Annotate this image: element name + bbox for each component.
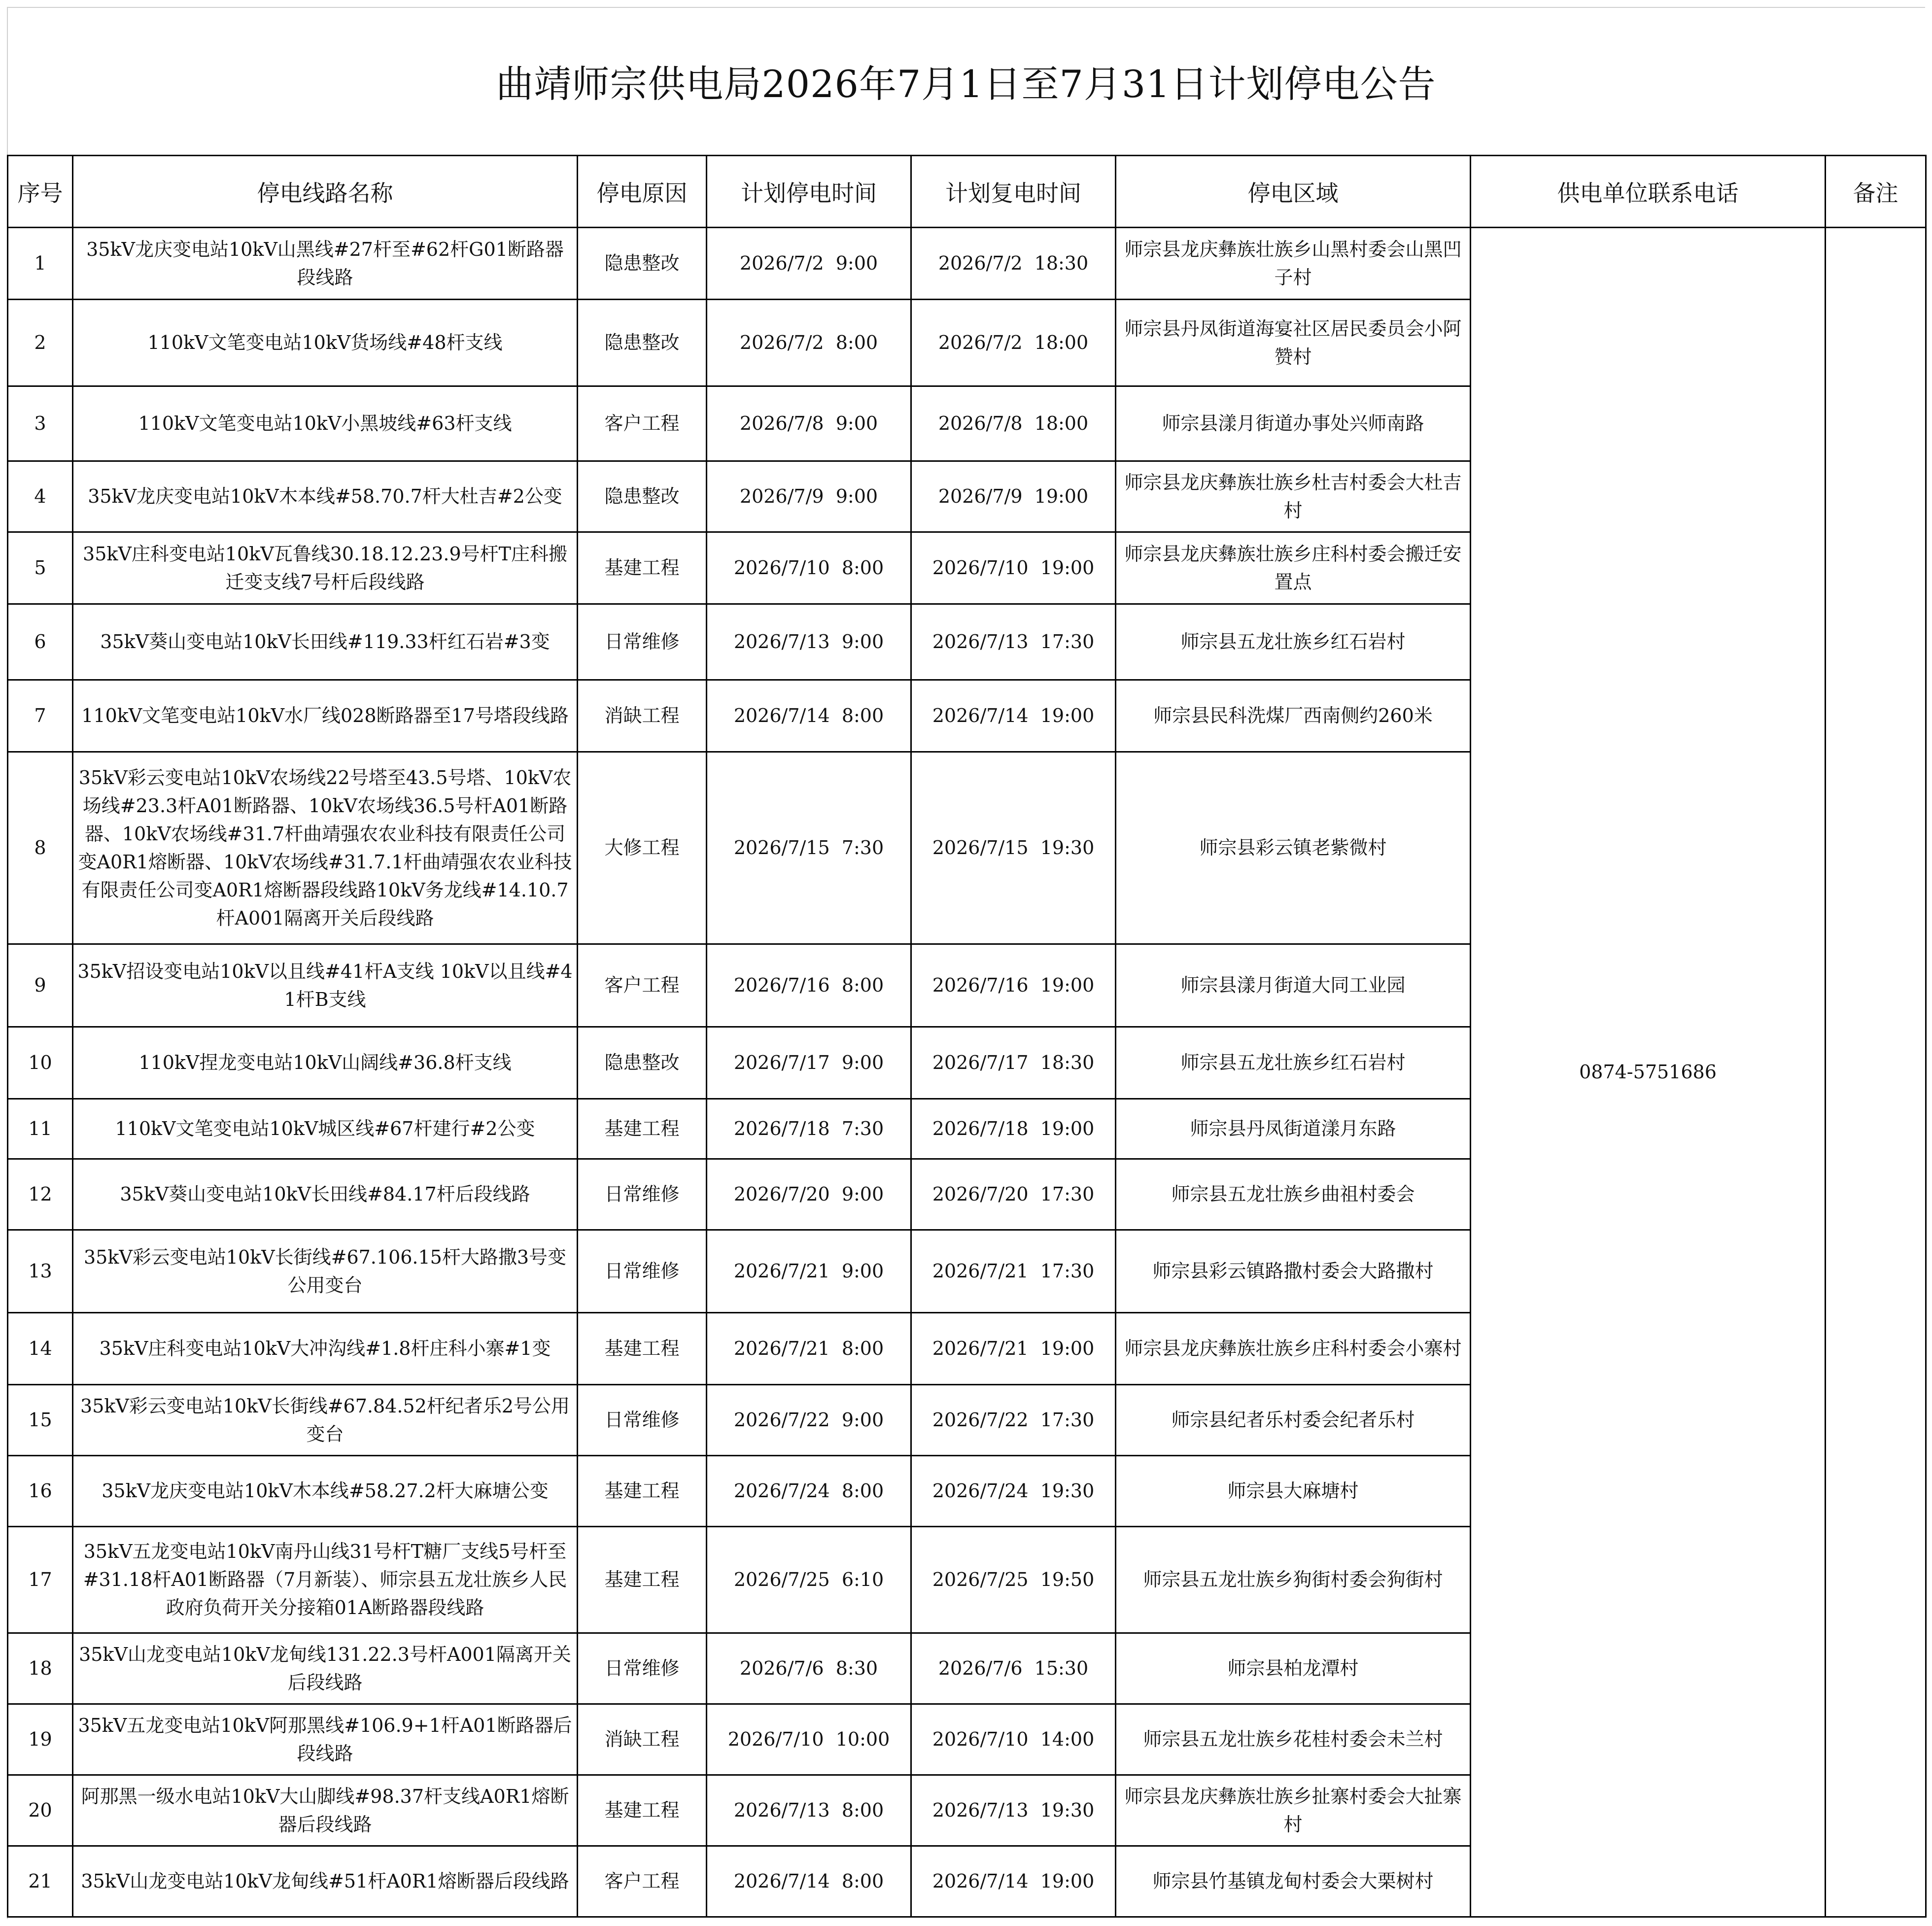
cell-area: 师宗县龙庆彝族壮族乡庄科村委会小寨村	[1116, 1313, 1471, 1385]
cell-outage-time: 2026/7/25 6:10	[707, 1527, 911, 1633]
cell-line-name: 35kV龙庆变电站10kV木本线#58.27.2杆大麻塘公变	[73, 1456, 578, 1527]
cell-reason: 客户工程	[578, 944, 707, 1027]
cell-line-name: 35kV彩云变电站10kV农场线22号塔至43.5号塔、10kV农场线#23.3杆A01断路器、10kV农场线36.5号杆A01断路器、10kV农场线#31.7杆曲靖强农农业科技有限责任公司变A0R1熔断器、10kV农场线#31.7.1杆曲靖强农农业科技有限责任公司变A0R1熔断器段线路10kV务龙线#14.10.7杆A001隔离开关后段线路	[73, 752, 578, 944]
cell-no: 4	[8, 461, 73, 532]
cell-reason: 基建工程	[578, 1775, 707, 1846]
cell-area: 师宗县丹凤街道漾月东路	[1116, 1099, 1471, 1159]
cell-line-name: 阿那黑一级水电站10kV大山脚线#98.37杆支线A0R1熔断器后段线路	[73, 1775, 578, 1846]
cell-no: 1	[8, 228, 73, 300]
cell-restore-time: 2026/7/10 19:00	[911, 532, 1116, 604]
cell-reason: 客户工程	[578, 386, 707, 461]
cell-no: 13	[8, 1230, 73, 1313]
cell-line-name: 35kV葵山变电站10kV长田线#119.33杆红石岩#3变	[73, 604, 578, 680]
cell-no: 3	[8, 386, 73, 461]
cell-reason: 日常维修	[578, 604, 707, 680]
cell-outage-time: 2026/7/14 8:00	[707, 680, 911, 752]
cell-line-name: 35kV龙庆变电站10kV木本线#58.70.7杆大杜吉#2公变	[73, 461, 578, 532]
cell-restore-time: 2026/7/9 19:00	[911, 461, 1116, 532]
cell-restore-time: 2026/7/2 18:30	[911, 228, 1116, 300]
cell-outage-time: 2026/7/2 9:00	[707, 228, 911, 300]
cell-restore-time: 2026/7/13 17:30	[911, 604, 1116, 680]
cell-outage-time: 2026/7/10 8:00	[707, 532, 911, 604]
cell-reason: 客户工程	[578, 1846, 707, 1917]
cell-outage-time: 2026/7/8 9:00	[707, 386, 911, 461]
cell-no: 18	[8, 1633, 73, 1704]
cell-restore-time: 2026/7/24 19:30	[911, 1456, 1116, 1527]
cell-reason: 日常维修	[578, 1159, 707, 1230]
cell-reason: 大修工程	[578, 752, 707, 944]
cell-area: 师宗县五龙壮族乡花桂村委会未兰村	[1116, 1704, 1471, 1775]
cell-line-name: 110kV文笔变电站10kV货场线#48杆支线	[73, 300, 578, 386]
cell-area: 师宗县丹凤街道海宴社区居民委员会小阿赞村	[1116, 300, 1471, 386]
cell-restore-time: 2026/7/2 18:00	[911, 300, 1116, 386]
cell-restore-time: 2026/7/16 19:00	[911, 944, 1116, 1027]
cell-outage-time: 2026/7/14 8:00	[707, 1846, 911, 1917]
cell-line-name: 35kV五龙变电站10kV南丹山线31号杆T糖厂支线5号杆至#31.18杆A01断路器（7月新装）、师宗县五龙壮族乡人民政府负荷开关分接箱01A断路器段线路	[73, 1527, 578, 1633]
cell-restore-time: 2026/7/14 19:00	[911, 680, 1116, 752]
cell-line-name: 35kV山龙变电站10kV龙甸线#51杆A0R1熔断器后段线路	[73, 1846, 578, 1917]
cell-outage-time: 2026/7/15 7:30	[707, 752, 911, 944]
cell-line-name: 35kV彩云变电站10kV长街线#67.106.15杆大路撒3号变公用变台	[73, 1230, 578, 1313]
cell-reason: 日常维修	[578, 1633, 707, 1704]
cell-reason: 基建工程	[578, 1099, 707, 1159]
cell-no: 9	[8, 944, 73, 1027]
cell-line-name: 35kV山龙变电站10kV龙甸线131.22.3号杆A001隔离开关后段线路	[73, 1633, 578, 1704]
header-outage-time: 计划停电时间	[707, 156, 911, 228]
cell-area: 师宗县五龙壮族乡红石岩村	[1116, 604, 1471, 680]
cell-no: 7	[8, 680, 73, 752]
header-row	[8, 156, 1926, 228]
page-title: 曲靖师宗供电局2026年7月1日至7月31日计划停电公告	[496, 62, 1436, 106]
cell-line-name: 35kV彩云变电站10kV长街线#67.84.52杆纪者乐2号公用变台	[73, 1385, 578, 1456]
cell-line-name: 35kV庄科变电站10kV大冲沟线#1.8杆庄科小寨#1变	[73, 1313, 578, 1385]
cell-line-name: 35kV五龙变电站10kV阿那黑线#106.9+1杆A01断路器后段线路	[73, 1704, 578, 1775]
cell-area: 师宗县漾月街道大同工业园	[1116, 944, 1471, 1027]
cell-reason: 隐患整改	[578, 300, 707, 386]
cell-line-name: 110kV文笔变电站10kV城区线#67杆建行#2公变	[73, 1099, 578, 1159]
cell-no: 14	[8, 1313, 73, 1385]
cell-phone: 0874-5751686	[1471, 228, 1826, 1917]
header-restore-time: 计划复电时间	[911, 156, 1116, 228]
cell-outage-time: 2026/7/10 10:00	[707, 1704, 911, 1775]
cell-reason: 隐患整改	[578, 1027, 707, 1099]
cell-reason: 基建工程	[578, 1313, 707, 1385]
cell-area: 师宗县竹基镇龙甸村委会大栗树村	[1116, 1846, 1471, 1917]
cell-no: 5	[8, 532, 73, 604]
cell-outage-time: 2026/7/9 9:00	[707, 461, 911, 532]
header-remark: 备注	[1826, 156, 1926, 228]
cell-area: 师宗县彩云镇路撒村委会大路撒村	[1116, 1230, 1471, 1313]
cell-area: 师宗县五龙壮族乡红石岩村	[1116, 1027, 1471, 1099]
cell-outage-time: 2026/7/21 8:00	[707, 1313, 911, 1385]
cell-restore-time: 2026/7/14 19:00	[911, 1846, 1116, 1917]
cell-restore-time: 2026/7/20 17:30	[911, 1159, 1116, 1230]
cell-restore-time: 2026/7/10 14:00	[911, 1704, 1116, 1775]
header-no: 序号	[8, 156, 73, 228]
cell-line-name: 110kV文笔变电站10kV小黑坡线#63杆支线	[73, 386, 578, 461]
cell-restore-time: 2026/7/22 17:30	[911, 1385, 1116, 1456]
cell-area: 师宗县龙庆彝族壮族乡扯寨村委会大扯寨村	[1116, 1775, 1471, 1846]
cell-restore-time: 2026/7/21 19:00	[911, 1313, 1116, 1385]
cell-reason: 隐患整改	[578, 461, 707, 532]
cell-no: 21	[8, 1846, 73, 1917]
cell-area: 师宗县龙庆彝族壮族乡山黑村委会山黑凹子村	[1116, 228, 1471, 300]
header-area: 停电区域	[1116, 156, 1471, 228]
cell-area: 师宗县柏龙潭村	[1116, 1633, 1471, 1704]
header-line-name: 停电线路名称	[73, 156, 578, 228]
cell-restore-time: 2026/7/6 15:30	[911, 1633, 1116, 1704]
cell-restore-time: 2026/7/17 18:30	[911, 1027, 1116, 1099]
cell-no: 17	[8, 1527, 73, 1633]
header-phone: 供电单位联系电话	[1471, 156, 1826, 228]
title-area	[7, 7, 1925, 155]
cell-no: 16	[8, 1456, 73, 1527]
cell-line-name: 35kV庄科变电站10kV瓦鲁线30.18.12.23.9号杆T庄科搬迁变支线7号杆后段线路	[73, 532, 578, 604]
cell-restore-time: 2026/7/8 18:00	[911, 386, 1116, 461]
cell-line-name: 110kV捏龙变电站10kV山阔线#36.8杆支线	[73, 1027, 578, 1099]
cell-restore-time: 2026/7/13 19:30	[911, 1775, 1116, 1846]
cell-reason: 消缺工程	[578, 680, 707, 752]
cell-area: 师宗县漾月街道办事处兴师南路	[1116, 386, 1471, 461]
cell-line-name: 35kV龙庆变电站10kV山黑线#27杆至#62杆G01断路器段线路	[73, 228, 578, 300]
cell-line-name: 110kV文笔变电站10kV水厂线028断路器至17号塔段线路	[73, 680, 578, 752]
cell-outage-time: 2026/7/18 7:30	[707, 1099, 911, 1159]
cell-no: 12	[8, 1159, 73, 1230]
cell-no: 6	[8, 604, 73, 680]
cell-area: 师宗县大麻塘村	[1116, 1456, 1471, 1527]
outage-table	[7, 155, 1927, 1918]
cell-outage-time: 2026/7/21 9:00	[707, 1230, 911, 1313]
cell-area: 师宗县民科洗煤厂西南侧约260米	[1116, 680, 1471, 752]
cell-no: 19	[8, 1704, 73, 1775]
cell-outage-time: 2026/7/6 8:30	[707, 1633, 911, 1704]
cell-outage-time: 2026/7/2 8:00	[707, 300, 911, 386]
cell-no: 20	[8, 1775, 73, 1846]
cell-outage-time: 2026/7/13 9:00	[707, 604, 911, 680]
cell-reason: 基建工程	[578, 532, 707, 604]
cell-no: 15	[8, 1385, 73, 1456]
table-row	[8, 228, 1926, 300]
cell-reason: 隐患整改	[578, 228, 707, 300]
cell-reason: 日常维修	[578, 1230, 707, 1313]
cell-outage-time: 2026/7/22 9:00	[707, 1385, 911, 1456]
cell-area: 师宗县龙庆彝族壮族乡杜吉村委会大杜吉村	[1116, 461, 1471, 532]
cell-line-name: 35kV葵山变电站10kV长田线#84.17杆后段线路	[73, 1159, 578, 1230]
cell-area: 师宗县纪者乐村委会纪者乐村	[1116, 1385, 1471, 1456]
cell-no: 2	[8, 300, 73, 386]
cell-reason: 基建工程	[578, 1456, 707, 1527]
cell-no: 8	[8, 752, 73, 944]
cell-outage-time: 2026/7/24 8:00	[707, 1456, 911, 1527]
header-reason: 停电原因	[578, 156, 707, 228]
cell-restore-time: 2026/7/21 17:30	[911, 1230, 1116, 1313]
cell-reason: 消缺工程	[578, 1704, 707, 1775]
cell-restore-time: 2026/7/15 19:30	[911, 752, 1116, 944]
cell-outage-time: 2026/7/20 9:00	[707, 1159, 911, 1230]
cell-line-name: 35kV招设变电站10kV以且线#41杆A支线 10kV以且线#41杆B支线	[73, 944, 578, 1027]
cell-reason: 基建工程	[578, 1527, 707, 1633]
cell-outage-time: 2026/7/13 8:00	[707, 1775, 911, 1846]
cell-no: 11	[8, 1099, 73, 1159]
cell-restore-time: 2026/7/18 19:00	[911, 1099, 1116, 1159]
cell-outage-time: 2026/7/17 9:00	[707, 1027, 911, 1099]
cell-area: 师宗县龙庆彝族壮族乡庄科村委会搬迁安置点	[1116, 532, 1471, 604]
cell-no: 10	[8, 1027, 73, 1099]
cell-restore-time: 2026/7/25 19:50	[911, 1527, 1116, 1633]
cell-remark	[1826, 228, 1926, 1917]
cell-area: 师宗县五龙壮族乡狗街村委会狗街村	[1116, 1527, 1471, 1633]
cell-reason: 日常维修	[578, 1385, 707, 1456]
cell-area: 师宗县五龙壮族乡曲祖村委会	[1116, 1159, 1471, 1230]
cell-area: 师宗县彩云镇老紫微村	[1116, 752, 1471, 944]
cell-outage-time: 2026/7/16 8:00	[707, 944, 911, 1027]
